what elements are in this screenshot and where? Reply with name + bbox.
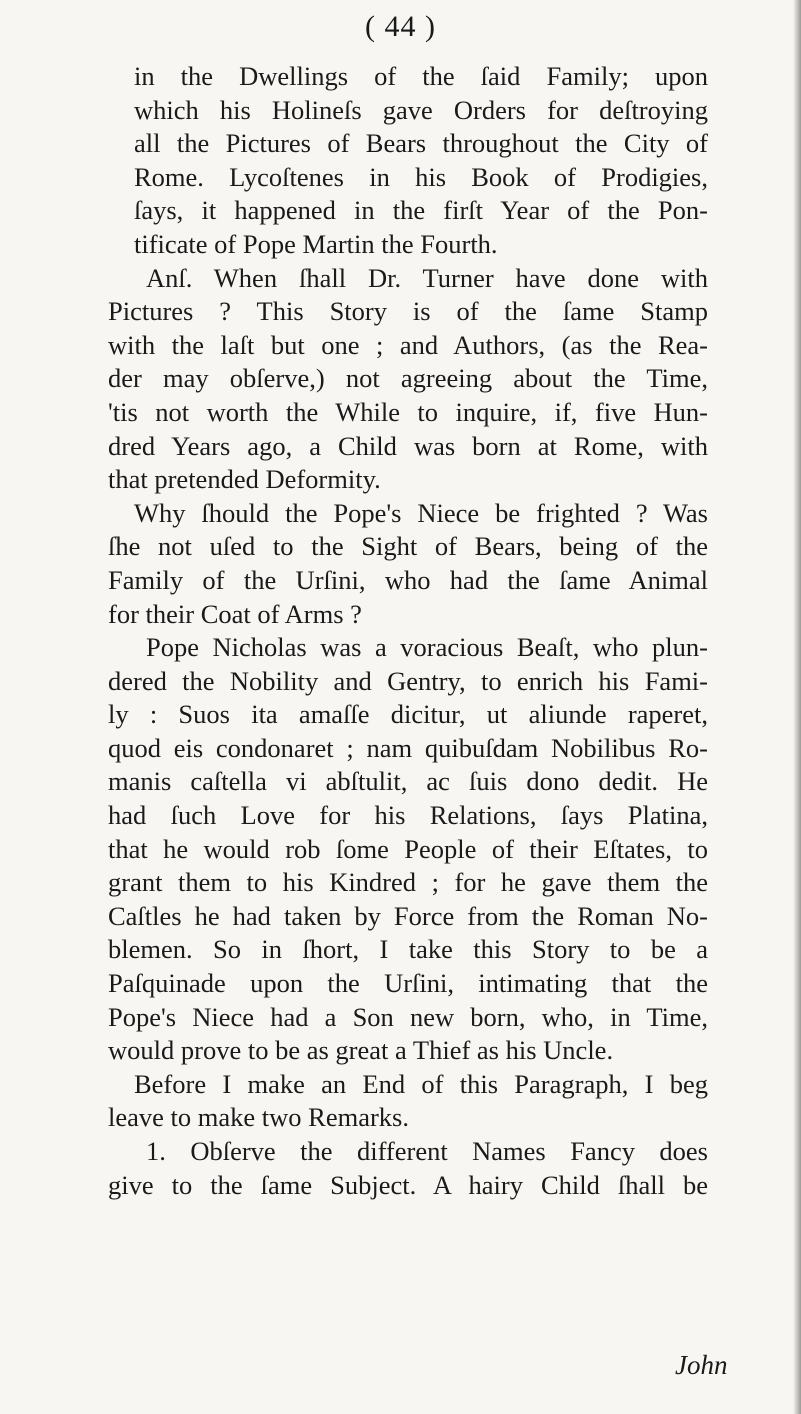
text-line: that he would rob ſome People of their Eſtates, to [108, 833, 708, 864]
text-line: ſays, it happened in the firſt Year of the Pon- [134, 195, 708, 226]
text-line: give to the ſame Subject. A hairy Child ſhall be [108, 1169, 708, 1200]
page-number: ( 44 ) [365, 10, 436, 43]
text-line: der may obſerve,) not agreeing about the Time, [108, 363, 708, 394]
text-line: in the Dwellings of the ſaid Family; upon [134, 61, 708, 91]
text-line: Before I make an End of this Paragraph, I beg [134, 1068, 708, 1099]
text-line: that pretended Deformity. [108, 464, 381, 495]
text-line: Pope's Niece had a Son new born, who, in Time, [108, 1001, 708, 1032]
text-line: Paſquinade upon the Urſini, intimating that the [108, 968, 708, 999]
text-line: had ſuch Love for his Relations, ſays Platina, [108, 800, 708, 831]
text-line: dred Years ago, a Child was born at Rome, with [108, 430, 708, 461]
text-line: leave to make two Remarks. [108, 1102, 409, 1133]
text-line: dered the Nobility and Gentry, to enrich his Fami- [108, 665, 708, 696]
text-line: Caſtles he had taken by Force from the Roman No- [108, 900, 708, 931]
page-edge-shadow [793, 0, 801, 1414]
text-line: tificate of Pope Martin the Fourth. [134, 228, 498, 259]
text-line: grant them to his Kindred ; for he gave them the [108, 867, 708, 898]
text-line: manis caſtella vi abſtulit, ac ſuis dono dedit. He [108, 766, 708, 797]
text-line: would prove to be as great a Thief as his Uncle. [108, 1035, 614, 1066]
text-line: which his Holineſs gave Orders for deſtroying [134, 94, 708, 125]
text-line: 1. Obſerve the different Names Fancy does [146, 1136, 708, 1166]
text-line: Pictures ? This Story is of the ſame Stamp [108, 296, 708, 327]
text-line: Pope Nicholas was a voracious Beaſt, who plun- [146, 632, 708, 663]
text-line: ly : Suos ita amaſſe dicitur, ut aliunde raperet, [108, 699, 708, 730]
text-line: Why ſhould the Pope's Niece be frighted ? Was [134, 497, 708, 528]
text-line: Rome. Lycoſtenes in his Book of Prodigies, [134, 161, 708, 192]
text-line: quod eis condonaret ; nam quibuſdam Nobilibus Ro- [108, 732, 708, 763]
catchword: John [675, 1350, 728, 1380]
text-line: Anſ. When ſhall Dr. Turner have done with [146, 262, 708, 293]
text-line: all the Pictures of Bears throughout the City of [134, 128, 708, 159]
text-line: ſhe not uſed to the Sight of Bears, being of the [108, 531, 708, 562]
text-line: 'tis not worth the While to inquire, if, five Hun- [108, 396, 708, 427]
text-line: for their Coat of Arms ? [108, 598, 362, 629]
body-text [108, 60, 708, 1202]
text-line: with the laſt but one ; and Authors, (as the Rea- [108, 329, 708, 360]
text-line: blemen. So in ſhort, I take this Story to be a [108, 934, 708, 965]
text-line: Family of the Urſini, who had the ſame Animal [108, 564, 708, 595]
